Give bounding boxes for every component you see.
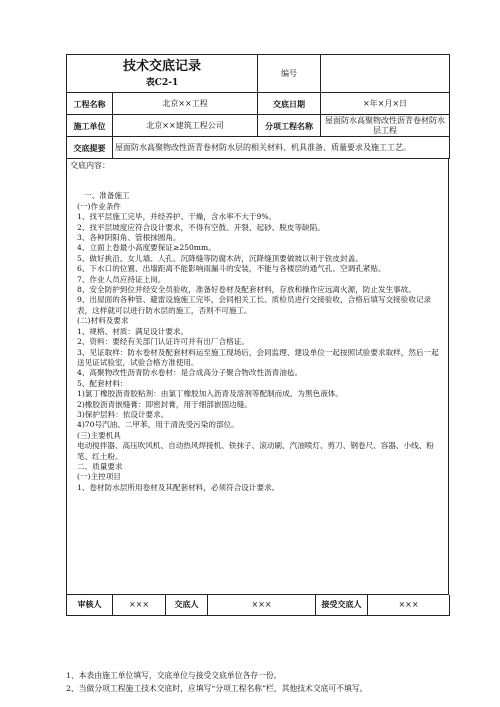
content-line: 电动搅拌器、高压吹风机、自动热风焊接机、铁抹子、滚动刷、汽油喷灯、剪刀、钢卷尺、容器、小线、粉笔、红土粉。 (77, 441, 434, 461)
document-title: 技术交底记录 (123, 58, 202, 74)
signature-table (66, 595, 450, 616)
disclosure-form (66, 54, 449, 616)
content-line: (一)主控项目 (77, 472, 121, 482)
content-line: 6、下水口的位置、出墙距离不能影响雨漏斗的安装，不能与各楼层的通气孔、空调孔紧贴。 (77, 264, 386, 274)
number-label: 编号 (258, 55, 321, 93)
reviewer-label: 审核人 (67, 595, 113, 615)
date-value: ×年×月×日 (321, 93, 450, 115)
content-line: 2、资料：要经有关部门认证许可并有出厂合格证。 (77, 337, 249, 347)
form-header-table (66, 54, 450, 159)
content-line: 3)保护层料：依设计要求。 (77, 409, 169, 419)
project-name-value: 北京××工程 (113, 93, 258, 115)
footnote: 2、当做分项工程施工技术交底时，应填写“分项工程名称”栏，其他技术交底可不填写。 (66, 684, 368, 693)
number-value (321, 55, 450, 93)
content-line: (三)主要机具 (77, 430, 121, 440)
content-lines (70, 191, 445, 493)
subproject-label: 分项工程名称 (258, 115, 321, 137)
content-line: 一、准备施工 (84, 191, 130, 201)
content-line: 3、见证取样：防水卷材及配套材料运至施工现场后，会同监理、建设单位一起按照试验要求取样，然后一起送见证试验室，试验合格方准使用。 (77, 347, 439, 367)
content-line: (一)作业条件 (77, 201, 121, 211)
content-line: 3、各种阴阳角、管根抹圆角。 (77, 233, 181, 243)
content-line: 5、做好挑沿、女儿墙、人孔、沉降缝等防腐木砖，沉降缝顶要做坡以利于铁皮封盖。 (77, 253, 363, 263)
subproject-value: 屋面防水高聚物改性沥青卷材防水层工程 (321, 115, 450, 137)
content-line: 2)橡胶沥青嵌缝膏：即密封膏，用于细部嵌固边缝。 (77, 399, 252, 409)
content-line: 1、找平层施工完毕，并经养护、干燥，含水率不大于9%。 (77, 212, 277, 222)
content-line: 1)氯丁橡胶沥青胶粘剂：由氯丁橡胶加入沥青及溶剂等配制而成，为黑色液体。 (77, 389, 343, 399)
content-line: 7、作业人员应持证上岗。 (77, 274, 166, 284)
footnote: 1、本表由施工单位填写，交底单位与接受交底单位各存一份。 (66, 671, 282, 680)
project-name-label: 工程名称 (67, 93, 113, 115)
title-cell (67, 55, 258, 93)
receiver-value: ××× (368, 595, 450, 615)
discloser-label: 交底人 (166, 595, 208, 615)
date-label: 交底日期 (258, 93, 321, 115)
form-code: 表C2-1 (145, 77, 179, 88)
content-line: 4)70号汽油、二甲苯，用于清洗受污染的部位。 (77, 420, 239, 430)
reviewer-value: ××× (113, 595, 166, 615)
footnotes (66, 669, 486, 695)
content-heading: 交底内容： (70, 161, 110, 170)
content-line: 5、配套材料： (77, 378, 128, 388)
content-line: 4、高聚物改性沥青防水卷材：是合成高分子聚合物改性沥青油毡。 (77, 368, 303, 378)
constructor-value: 北京××建筑工程公司 (113, 115, 258, 137)
summary-value: 屋面防水高聚物改性沥青卷材防水层的相关材料、机具准备、质量要求及施工工艺。 (113, 137, 450, 159)
content-line: 二、质量要求 (77, 461, 123, 471)
disclosure-content (66, 159, 449, 595)
content-line: (二)材料及要求 (77, 316, 129, 326)
content-line: 4、立面上卷最小高度要保证≥250mm。 (77, 243, 216, 253)
content-line: 9、出屋面的各种管、避雷设施施工完毕，会同相关工长、质检员进行交接验收，合格后填写交接验收记录表，这样就可以进行防水层的施工，否则不可施工。 (77, 295, 432, 315)
constructor-label: 施工单位 (67, 115, 113, 137)
content-line: 1、规格、材质：满足设计要求。 (77, 326, 189, 336)
summary-label: 交底提要 (67, 137, 113, 159)
content-line: 8、安全防护到位并经安全员验收，准备好卷材及配套材料，存放和操作应远离火源，防止发生事故。 (77, 285, 416, 295)
receiver-label: 接受交底人 (316, 595, 368, 615)
content-line: 1、卷材防水层所用卷材及其配套材料，必须符合设计要求。 (77, 482, 280, 492)
content-line: 2、找平层坡度应符合设计要求，不得有空鼓、开裂、起砂、脱皮等缺陷。 (77, 222, 325, 232)
discloser-value: ××× (208, 595, 316, 615)
